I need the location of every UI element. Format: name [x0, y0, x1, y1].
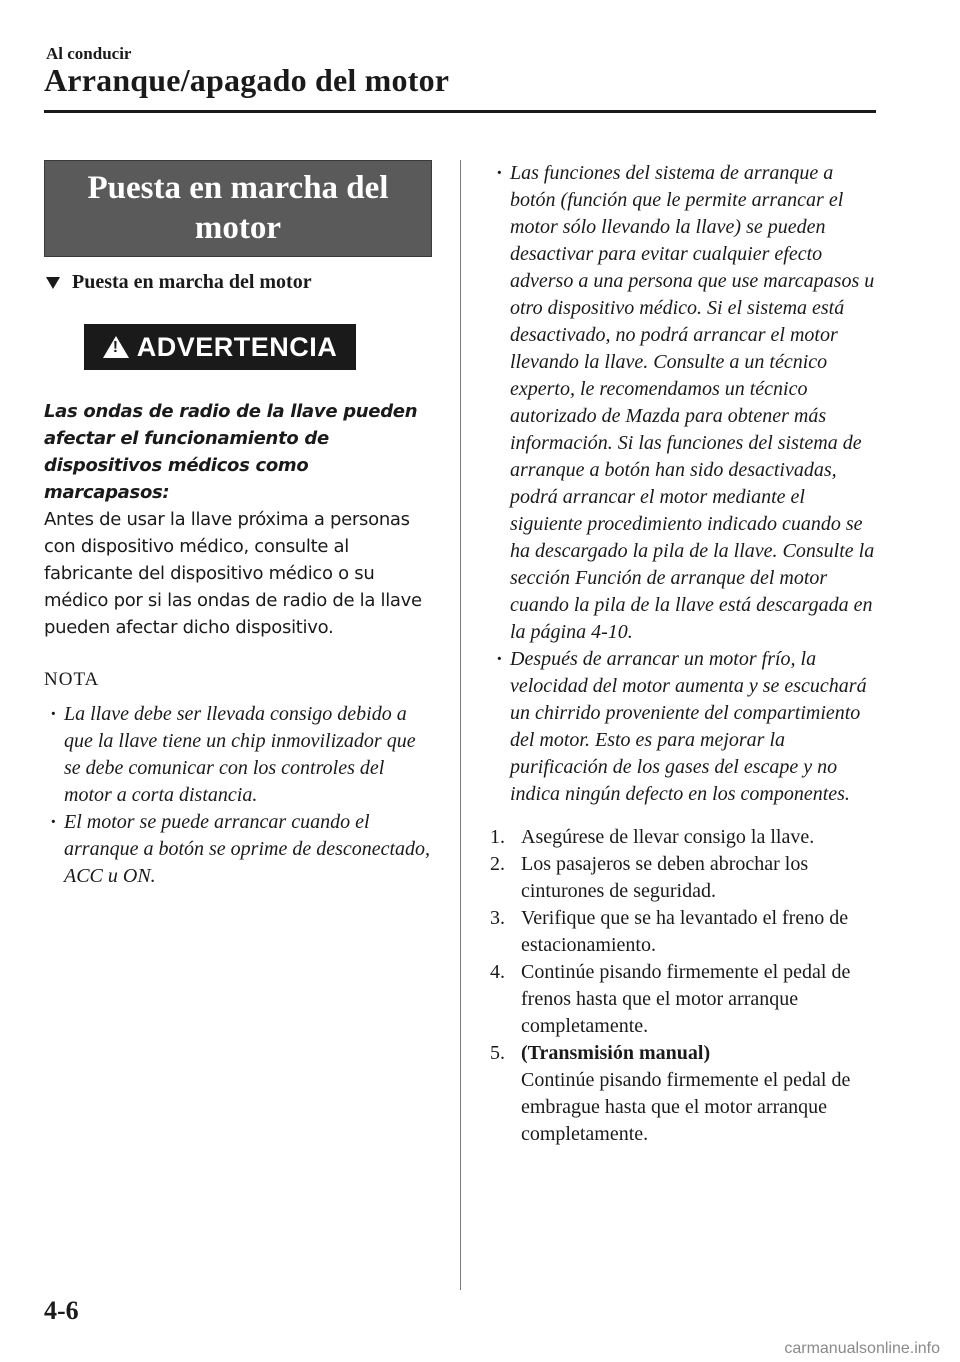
chapter-title: Arranque/apagado del motor: [44, 62, 450, 98]
step-text: Continúe pisando firmemente el pedal de frenos hasta que el motor arranque completamente.: [521, 961, 851, 1037]
note-list-right: [490, 160, 880, 808]
step-number: 4.: [490, 961, 505, 983]
step-item: [490, 851, 880, 905]
step-text: Continúe pisando firmemente el pedal de embrague hasta que el motor arranque completamente.: [521, 1069, 851, 1145]
step-text: Verifique que se ha levantado el freno de estacionamiento.: [521, 907, 849, 956]
left-column: [44, 160, 432, 890]
note-item: · Las funciones del sistema de arranque a botón (función que le permite arrancar el motor sólo llevando la llave) se pueden desactivar para evitar cualquier efecto adverso a una persona que use marcapasos u otro dispositivo médico. Si el sistema está desactivado, no podrá arrancar el motor llevando la llave. Consulte a un técnico experto, le recomendamos un técnico autorizado de Mazda para obtener más información. Si las funciones del sistema de arranque a botón han sido desactivadas, podrá arrancar el motor mediante el siguiente procedimiento indicado cuando se ha descargado la pila de la llave. Consulte la sección Función de arranque del motor cuando la pila de la llave está descargada en la página 4-10.: [490, 160, 880, 646]
subheading-text: Puesta en marcha del motor: [72, 271, 312, 293]
column-divider: [460, 160, 461, 1290]
warning-text: [44, 398, 432, 641]
warning-label: ADVERTENCIA: [136, 331, 338, 362]
step-item: [490, 959, 880, 1040]
warning-body-text: Antes de usar la llave próxima a personas con dispositivo médico, consulte al fabricante del dispositivo médico o su médico por si las ondas de radio de la llave pueden afectar dicho dispositivo.: [44, 509, 422, 638]
note-item: · El motor se puede arrancar cuando el arranque a botón se oprime de desconectado, ACC u ON.: [44, 809, 432, 890]
step-item: [490, 824, 880, 851]
note-label: NOTA: [44, 669, 100, 690]
step-text: Asegúrese de llevar consigo la llave.: [521, 826, 815, 848]
step-number: 1.: [490, 826, 505, 848]
watermark: carmanualsonline.info: [784, 1340, 940, 1357]
step-text: Los pasajeros se deben abrochar los cinturones de seguridad.: [521, 853, 809, 902]
right-column: [490, 160, 880, 1148]
triangle-down-icon: [46, 277, 60, 289]
note-item: · La llave debe ser llevada consigo debido a que la llave tiene un chip inmovilizador que se debe comunicar con los controles del motor a corta distancia.: [44, 701, 432, 809]
step-bold-text: (Transmisión manual): [521, 1042, 711, 1064]
page-number: 4-6: [44, 1296, 79, 1325]
step-number: 3.: [490, 907, 505, 929]
subheading: [44, 271, 432, 294]
step-item: [490, 1040, 880, 1148]
step-number: 2.: [490, 853, 505, 875]
warning-bold-text: Las ondas de radio de la llave pueden afectar el funcionamiento de dispositivos médicos como marcapasos:: [44, 401, 418, 503]
step-item: [490, 905, 880, 959]
warning-badge: [84, 324, 356, 370]
steps-list: [490, 824, 880, 1148]
note-item: · Después de arrancar un motor frío, la velocidad del motor aumenta y se escuchará un chirrido proveniente del compartimiento del motor. Esto es para mejorar la purificación de los gases del escape y no indica ningún defecto en los componentes.: [490, 646, 880, 808]
section-banner: Puesta en marcha del motor: [44, 160, 432, 257]
warning-triangle-icon: !: [103, 336, 129, 358]
running-head: Al conducir: [46, 44, 132, 63]
header-rule: [44, 110, 876, 113]
note-list-left: [44, 701, 432, 890]
step-number: 5.: [490, 1042, 505, 1064]
